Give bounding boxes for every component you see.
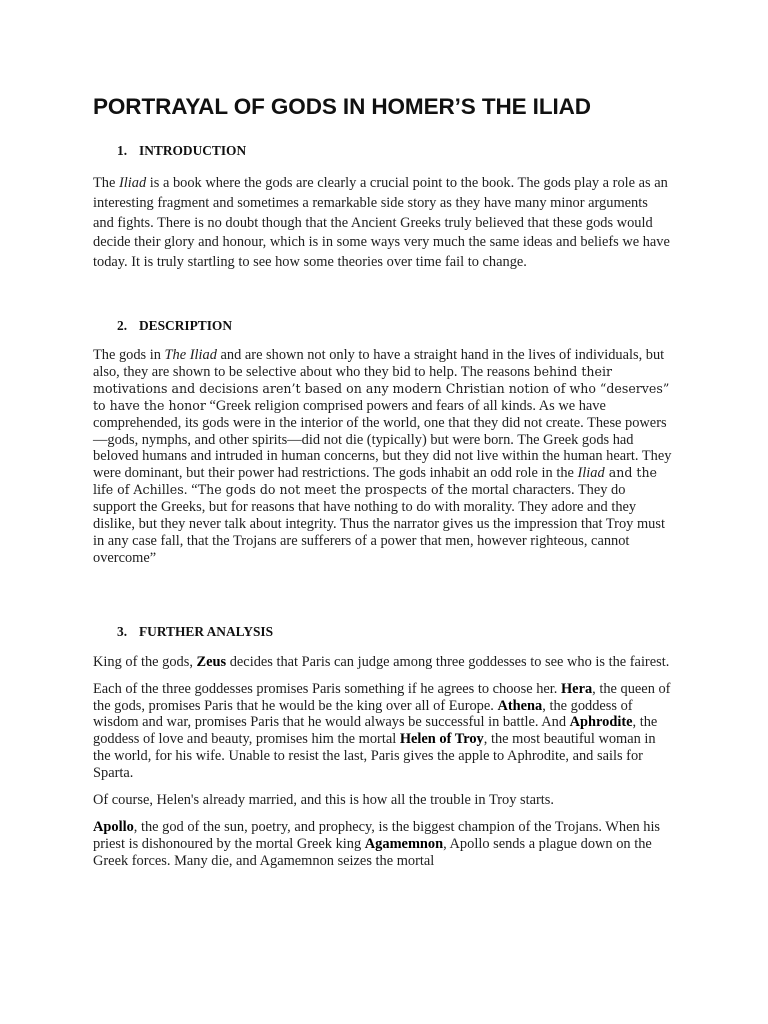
paragraph xyxy=(93,654,672,671)
text-run: , the goddess of wisdom and war, promises Paris that he would always be successful in battle. And xyxy=(93,697,633,731)
text-run: and the life of Achilles. xyxy=(93,465,658,498)
italic-title: Iliad xyxy=(118,175,147,191)
text-run: is a book where the gods are clearly a crucial point to the book. The gods play a role as an interesting fragment and sometimes a remarkable side story as they have many minor arguments and fights. There is no doubt though that the Ancient Greeks truly believed that these gods would decide their glory and honour, which is in some ways very much the same ideas and beliefs we have today. It is truly startling to see how some theories over time fail to change. xyxy=(93,175,670,271)
paragraph xyxy=(93,681,672,782)
section-number: 3. xyxy=(117,623,128,639)
section-heading-text: FURTHER ANALYSIS xyxy=(139,623,274,639)
italic-title: Iliad xyxy=(577,465,605,482)
bold-term: Zeus xyxy=(196,653,227,670)
bold-term: Hera xyxy=(560,680,593,697)
text-run: Each of the three goddesses promises Paris something if he agrees to choose her. xyxy=(93,680,561,697)
text-run: The gods in xyxy=(93,346,165,363)
section-heading-description xyxy=(93,317,672,335)
section-number: 1. xyxy=(117,143,128,158)
bold-term: Athena xyxy=(497,697,543,714)
text-run: “ xyxy=(187,482,198,499)
section-number: 2. xyxy=(117,317,128,333)
text-run: King of the gods, xyxy=(93,653,197,670)
text-run: , Apollo sends a plague down on the Greek forces. Many die, and Agamemnon seizes the mortal xyxy=(93,835,652,869)
section-heading-text: INTRODUCTION xyxy=(139,143,247,158)
text-run: and are shown not only to have a straight hand in the lives of individuals, but also, they are shown to be selective about who they bid to help. The reasons xyxy=(93,346,665,380)
text-run: The gods do not meet the prospects of the xyxy=(197,482,468,498)
text-run: , the goddess of love and beauty, promises him the mortal xyxy=(93,714,658,748)
bold-term: Agamemnon xyxy=(364,835,444,852)
text-run: , the queen of the gods, promises Paris that he would be the king over all of Europe. xyxy=(93,680,671,714)
text-run: , the god of the sun, poetry, and prophecy, is the biggest champion of the Trojans. When his priest is dishonoured by the mortal Greek king xyxy=(93,819,661,852)
italic-title: The Iliad xyxy=(164,346,217,363)
paragraph xyxy=(93,347,672,567)
text-run: Of course, Helen's already married, and this is how all the trouble in Troy starts. xyxy=(93,792,554,809)
bold-term: Apollo xyxy=(93,819,134,836)
text-run: , the most beautiful woman in the world, for his wife. Unable to resist the last, Paris gives the apple to Aphrodite, and sails for Sparta. xyxy=(93,731,656,782)
bold-term: Helen of Troy xyxy=(399,731,484,748)
text-run: The xyxy=(93,175,119,191)
document-title: PORTRAYAL OF GODS IN HOMER’S THE ILIAD xyxy=(93,94,591,119)
section-heading-further-analysis xyxy=(93,623,672,641)
section-heading-introduction xyxy=(93,142,672,160)
paragraph xyxy=(93,792,672,809)
paragraph xyxy=(93,819,672,870)
paragraph xyxy=(93,174,672,273)
text-run: “Greek religion comprised powers and fears of all kinds. As we have comprehended, its gods were in the interior of the world, one that they did not create. These powers—gods, nymphs, and other spirits—did not die (typically) but were born. The Greek gods had beloved humans and intruded in human concerns, but they did not live within the human heart. They were dominant, but their power had restrictions. The gods inhabit an odd role in the xyxy=(93,397,672,482)
text-run: behind their motivations and decisions aren’t based on any modern Christian notion of who “deserves” to have the honor xyxy=(93,363,670,413)
section-heading-text: DESCRIPTION xyxy=(139,317,233,333)
text-run: mortal characters. They do support the Greeks, but for reasons that have nothing to do with morality. They adore and they dislike, but they never talk about integrity. Thus the narrator gives us the impression that Troy must in any case fall, that the Trojans are sufferers of a power that men, however righteous, cannot overcome” xyxy=(93,482,665,566)
bold-term: Aphrodite xyxy=(569,714,633,731)
text-run: decides that Paris can judge among three goddesses to see who is the fairest. xyxy=(226,653,670,670)
